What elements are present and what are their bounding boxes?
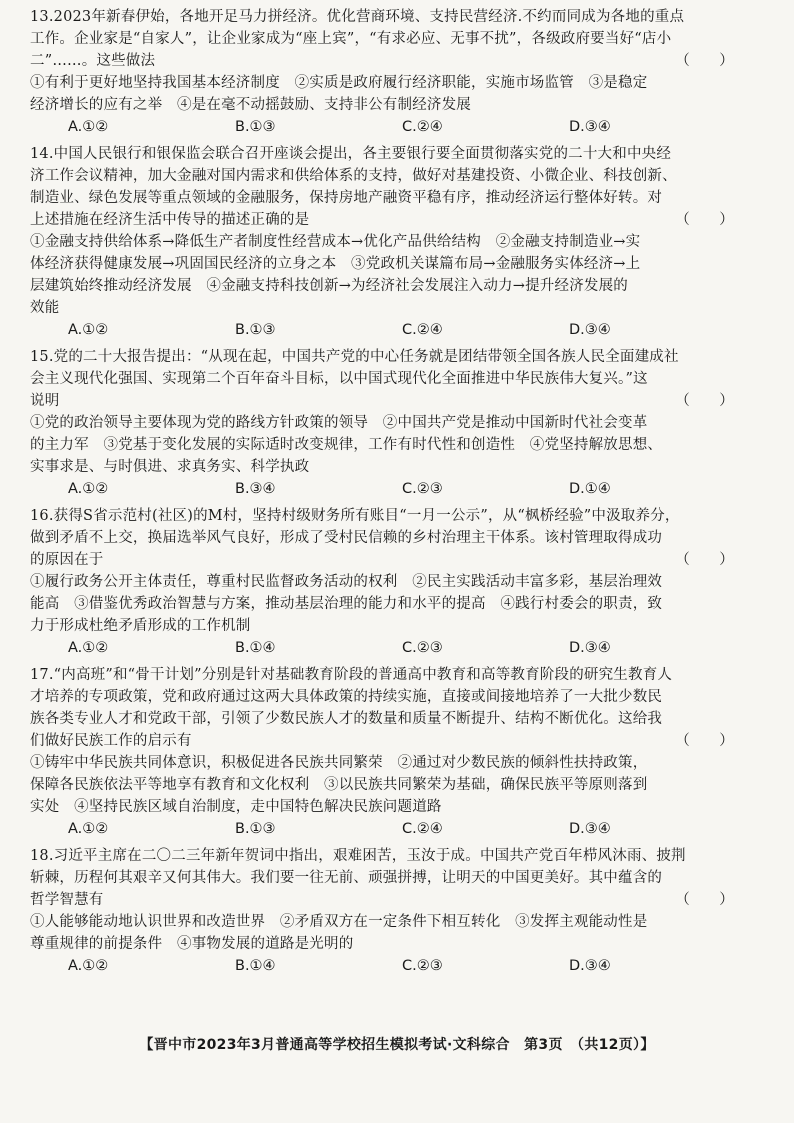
answer-option: A.①② xyxy=(68,958,109,974)
question-text: 们做好民族工作的启示有 xyxy=(30,733,192,749)
question-line: ①金融支持供给体系→降低生产者制度性经营成本→优化产品供给结构 ②金融支持制造业→实 xyxy=(30,234,641,250)
question-line xyxy=(30,50,764,72)
answer-option: D.③④ xyxy=(569,322,611,338)
question-15 xyxy=(30,346,764,505)
answer-options xyxy=(30,478,764,501)
question-line: 工作。企业家是“自家人”，让企业家成为“座上宾”，“有求必应、无事不扰”，各级政府要当好“店小 xyxy=(30,31,672,47)
question-line: 14.中国人民银行和银保监会联合召开座谈会提出，各主要银行要全面贯彻落实党的二十大和中央经 xyxy=(30,146,672,162)
answer-bracket: （ ） xyxy=(675,212,734,228)
question-line xyxy=(30,209,764,231)
question-line xyxy=(30,889,764,911)
question-line: ①履行政务公开主体责任，尊重村民监督政务活动的权利 ②民主实践活动丰富多彩，基层治理效 xyxy=(30,574,663,590)
answer-option: C.②④ xyxy=(402,322,443,338)
question-14 xyxy=(30,143,764,346)
answer-option: C.②④ xyxy=(402,821,443,837)
question-18 xyxy=(30,845,764,982)
question-line: 实事求是、与时俱进、求真务实、科学执政 xyxy=(30,459,310,475)
question-line: 的主力军 ③党基于变化发展的实际适时改变规律，工作有时代性和创造性 ④党坚持解放思想、 xyxy=(30,437,663,453)
question-line: 17.“内高班”和“骨干计划”分别是针对基础教育阶段的普通高中教育和高等教育阶段的研究生教育人 xyxy=(30,667,673,683)
question-line: ①人能够能动地认识世界和改造世界 ②矛盾双方在一定条件下相互转化 ③发挥主观能动性是 xyxy=(30,914,648,930)
question-line xyxy=(30,730,764,752)
answer-bracket: （ ） xyxy=(675,892,734,908)
answer-options xyxy=(30,116,764,139)
answer-bracket: （ ） xyxy=(675,733,734,749)
question-line: ①党的政治领导主要体现为党的路线方针政策的领导 ②中国共产党是推动中国新时代社会变革 xyxy=(30,415,648,431)
answer-option: B.①③ xyxy=(235,119,276,135)
question-line: 经济增长的应有之举 ④是在毫不动摇鼓励、支持非公有制经济发展 xyxy=(30,97,471,113)
question-line: 16.获得S省示范村(社区)的M村，坚持村级财务所有账目“一月一公示”，从“枫桥经验”中汲取养分， xyxy=(30,508,680,524)
question-line xyxy=(30,549,764,571)
answer-options xyxy=(30,955,764,978)
answer-option: D.③④ xyxy=(569,119,611,135)
answer-option: B.①③ xyxy=(235,322,276,338)
question-line: 济工作会议精神，加大金融对国内需求和供给体系的支持，做好对基建投资、小微企业、科技创新、 xyxy=(30,168,677,184)
question-line: 制造业、绿色发展等重点领域的金融服务，保持房地产融资平稳有序，推动经济运行整体好转。对 xyxy=(30,190,663,206)
question-line: 斩棘，历程何其艰辛又何其伟大。我们要一往无前、顽强拼搏，让明天的中国更美好。其中蕴含的 xyxy=(30,870,663,886)
answer-option: C.②③ xyxy=(402,481,443,497)
question-text: 的原因在于 xyxy=(30,552,104,568)
answer-option: B.①④ xyxy=(235,640,276,656)
question-line: 18.习近平主席在二〇二三年新年贺词中指出，艰难困苦，玉汝于成。中国共产党百年栉风沐雨、披荆 xyxy=(30,848,686,864)
page-footer: 【晋中市2023年3月普通高等学校招生模拟考试·文科综合 第3页 （共12页）】 xyxy=(139,1037,655,1053)
question-line: 体经济获得健康发展→巩固国民经济的立身之本 ③党政机关谋篇布局→金融服务实体经济→上 xyxy=(30,256,641,272)
question-line: 保障各民族依法平等地享有教育和文化权利 ③以民族共同繁荣为基础，确保民族平等原则落到 xyxy=(30,777,648,793)
answer-bracket: （ ） xyxy=(675,53,734,69)
answer-bracket: （ ） xyxy=(675,552,734,568)
question-line: 会主义现代化强国、实现第二个百年奋斗目标，以中国式现代化全面推进中华民族伟大复兴。”这 xyxy=(30,371,648,387)
question-line: 力于形成杜绝矛盾形成的工作机制 xyxy=(30,618,251,634)
question-16 xyxy=(30,505,764,664)
answer-option: D.③④ xyxy=(569,821,611,837)
answer-options xyxy=(30,818,764,841)
answer-option: D.③④ xyxy=(569,958,611,974)
question-line: 层建筑始终推动经济发展 ④金融支持科技创新→为经济社会发展注入动力→提升经济发展的 xyxy=(30,278,628,294)
question-17 xyxy=(30,664,764,845)
question-line: 15.党的二十大报告提出：“从现在起，中国共产党的中心任务就是团结带领全国各族人民全面建成社 xyxy=(30,349,679,365)
answer-option: A.①② xyxy=(68,821,109,837)
answer-option: B.③④ xyxy=(235,481,276,497)
answer-option: A.①② xyxy=(68,322,109,338)
question-line: 做到矛盾不上交，换届选举风气良好，形成了受村民信赖的乡村治理主干体系。该村管理取得成功 xyxy=(30,530,663,546)
question-line: ①铸牢中华民族共同体意识，积极促进各民族共同繁荣 ②通过对少数民族的倾斜性扶持政策， xyxy=(30,755,648,771)
answer-option: B.①④ xyxy=(235,958,276,974)
answer-option: C.②③ xyxy=(402,958,443,974)
answer-options xyxy=(30,319,764,342)
answer-option: A.①② xyxy=(68,481,109,497)
question-text: 哲学智慧有 xyxy=(30,892,104,908)
answer-option: B.①③ xyxy=(235,821,276,837)
answer-option: D.①④ xyxy=(569,481,611,497)
answer-option: C.②③ xyxy=(402,640,443,656)
question-text: 上述措施在经济生活中传导的描述正确的是 xyxy=(30,212,310,228)
answer-option: A.①② xyxy=(68,119,109,135)
answer-options xyxy=(30,637,764,660)
answer-option: A.①② xyxy=(68,640,109,656)
question-line xyxy=(30,390,764,412)
question-line: 才培养的专项政策，党和政府通过这两大具体政策的持续实施，直接或间接地培养了一大批少数民 xyxy=(30,689,663,705)
question-line: 13.2023年新春伊始，各地开足马力拼经济。优化营商环境、支持民营经济.不约而同成为各地的重点 xyxy=(30,9,685,25)
answer-bracket: （ ） xyxy=(675,393,734,409)
question-line: 能高 ③借鉴优秀政治智慧与方案，推动基层治理的能力和水平的提高 ④践行村委会的职责，致 xyxy=(30,596,663,612)
question-text: 二”……。这些做法 xyxy=(30,53,156,69)
question-line: 尊重规律的前提条件 ④事物发展的道路是光明的 xyxy=(30,936,354,952)
question-line: 效能 xyxy=(30,300,60,316)
question-line: 族各类专业人才和党政干部，引领了少数民族人才的数量和质量不断提升、结构不断优化。这给我 xyxy=(30,711,663,727)
question-line: ①有利于更好地坚持我国基本经济制度 ②实质是政府履行经济职能，实施市场监管 ③是稳定 xyxy=(30,75,648,91)
question-line: 实处 ④坚持民族区域自治制度，走中国特色解决民族问题道路 xyxy=(30,799,442,815)
answer-option: D.③④ xyxy=(569,640,611,656)
question-text: 说明 xyxy=(30,393,60,409)
question-13 xyxy=(30,6,764,143)
answer-option: C.②④ xyxy=(402,119,443,135)
